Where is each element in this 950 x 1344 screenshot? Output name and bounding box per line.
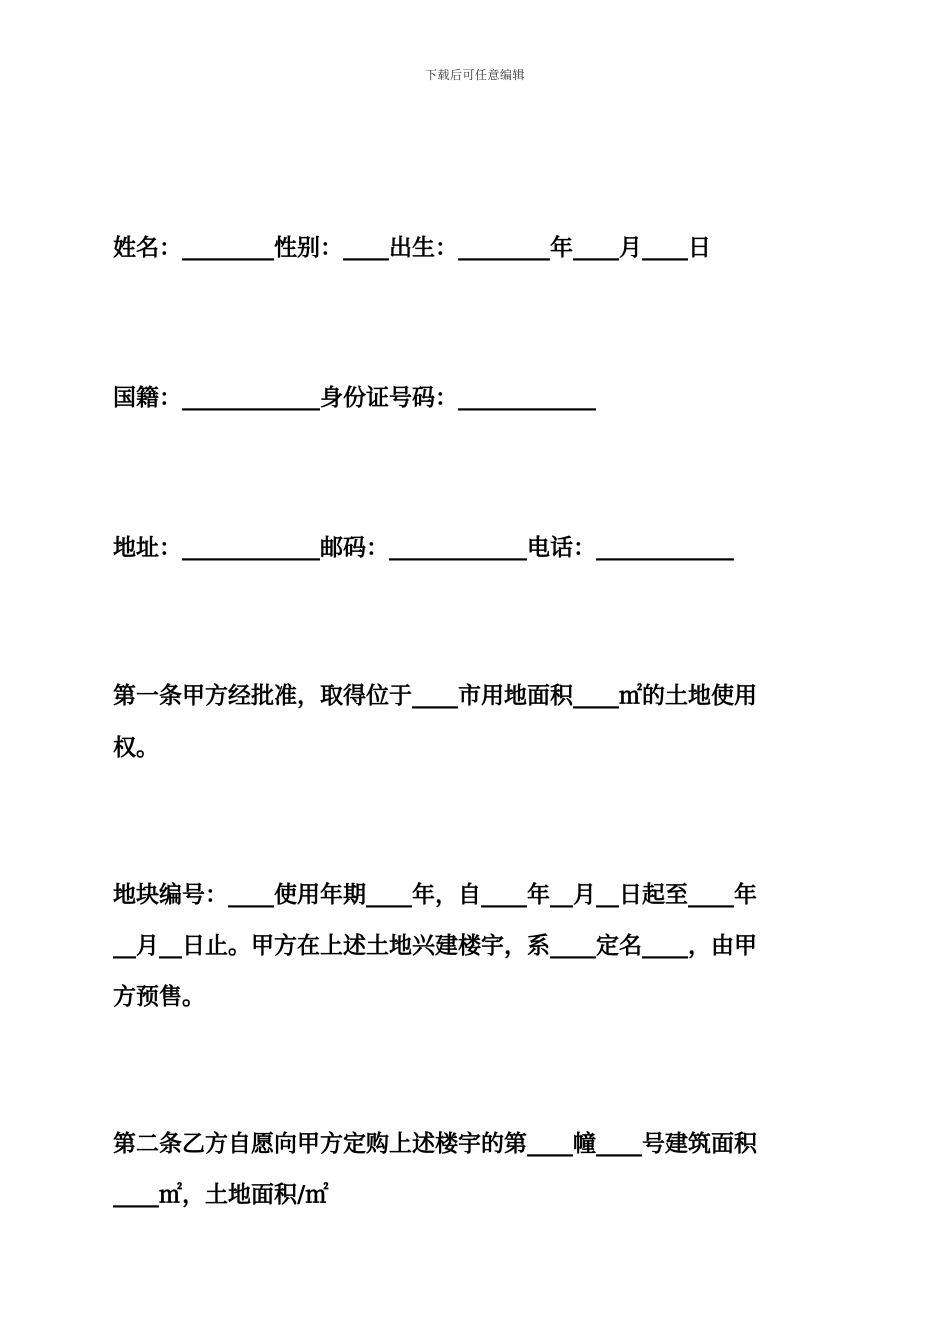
article-two-line-2: ____㎡，土地面积/㎡ [113,1181,329,1208]
article-one-line-1: 第一条甲方经批准，取得位于____市用地面积____㎡的土地使用 [113,682,757,709]
plot-info-line-3: 方预售。 [113,983,205,1010]
plot-info-line-2: __月__日止。甲方在上述土地兴建楼宇，系____定名____，由甲 [113,932,757,959]
personal-info-line: 姓名：________性别：____出生：________年____月____日 [113,234,711,261]
article-two-line-1: 第二条乙方自愿向甲方定购上述楼宇的第____幢____号建筑面积 [113,1130,757,1157]
nationality-id-line: 国籍：____________身份证号码：____________ [113,384,596,411]
plot-info-line-1: 地块编号：____使用年期____年，自____年__月__日起至____年 [113,881,757,908]
article-one-line-2: 权。 [113,734,159,761]
address-contact-line: 地址：____________邮码：____________电话：____________ [113,534,734,561]
page-header: 下载后可任意编辑 [424,68,525,82]
